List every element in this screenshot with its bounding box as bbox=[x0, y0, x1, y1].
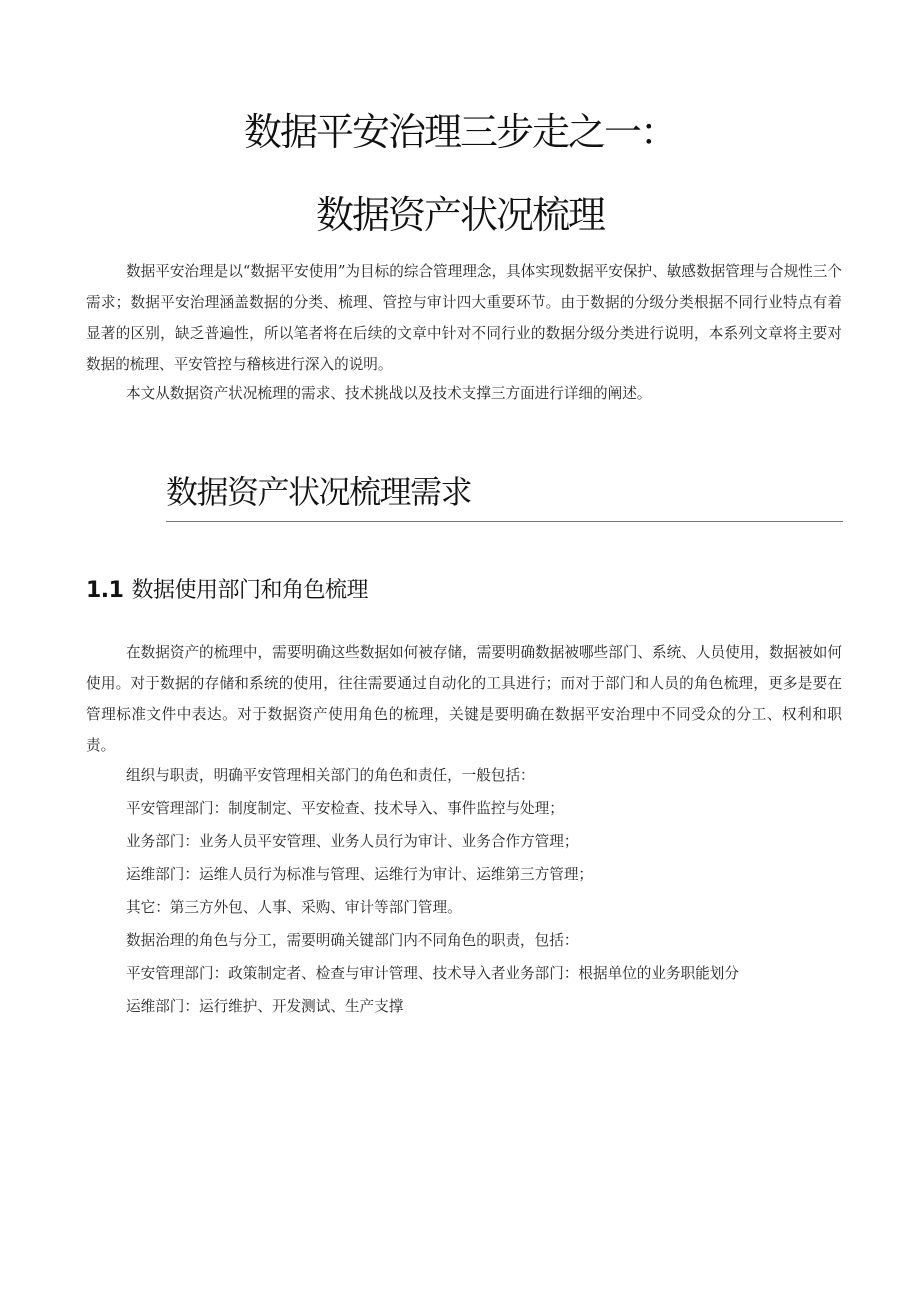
list-item: 其它：第三方外包、人事、采购、审计等部门管理。 bbox=[126, 899, 462, 916]
list-item: 组织与职责，明确平安管理相关部门的角色和责任，一般包括： bbox=[126, 767, 535, 784]
list-item: 业务部门：业务人员平安管理、业务人员行为审计、业务合作方管理； bbox=[126, 833, 579, 850]
list-item: 运维部门：运行维护、开发测试、生产支撑 bbox=[126, 998, 404, 1015]
section-heading: 数据资产状况梳理需求 bbox=[166, 473, 472, 511]
subsection-title: 数据使用部门和角色梳理 bbox=[131, 578, 368, 603]
document-title-line-2: 数据资产状况梳理 bbox=[315, 193, 604, 237]
subsection-paragraph: 在数据资产的梳理中，需要明确这些数据如何被存储，需要明确数据被哪些部门、系统、人员使用，数据被如何使用。对于数据的存储和系统的使用，往往需要通过自动化的工具进行；而对于部门和人员的角色梳理，更多是要在管理标准文件中表达。对于数据资产使用角色的梳理，关键是要明确在数据平安治理中不同受众的分工、权利和职责。 bbox=[86, 644, 842, 754]
section-divider bbox=[166, 521, 843, 522]
list-item: 平安管理部门：制度制定、平安检查、技术导入、事件监控与处理； bbox=[126, 800, 564, 817]
subsection-number: 1.1 bbox=[86, 578, 124, 603]
intro-paragraph-2: 本文从数据资产状况梳理的需求、技术挑战以及技术支撑三方面进行详细的阐述。 bbox=[126, 385, 652, 402]
list-item: 平安管理部门：政策制定者、检查与审计管理、技术导入者业务部门：根据单位的业务职能划分 bbox=[126, 965, 739, 982]
list-item: 运维部门：运维人员行为标准与管理、运维行为审计、运维第三方管理； bbox=[126, 866, 594, 883]
intro-paragraph-1: 数据平安治理是以“数据平安使用”为目标的综合管理理念，具体实现数据平安保护、敏感数据管理与合规性三个需求；数据平安治理涵盖数据的分类、梳理、管控与审计四大重要环节。由于数据的分级分类根据不同行业特点有着显著的区别，缺乏普遍性，所以笔者将在后续的文章中针对不同行业的数据分级分类进行说明，本系列文章将主要对数据的梳理、平安管控与稽核进行深入的说明。 bbox=[86, 263, 842, 373]
subsection-heading bbox=[86, 580, 368, 602]
list-item: 数据治理的角色与分工，需要明确关键部门内不同角色的职责，包括： bbox=[126, 932, 579, 949]
document-title-line-1: 数据平安治理三步走之一： bbox=[243, 110, 676, 154]
